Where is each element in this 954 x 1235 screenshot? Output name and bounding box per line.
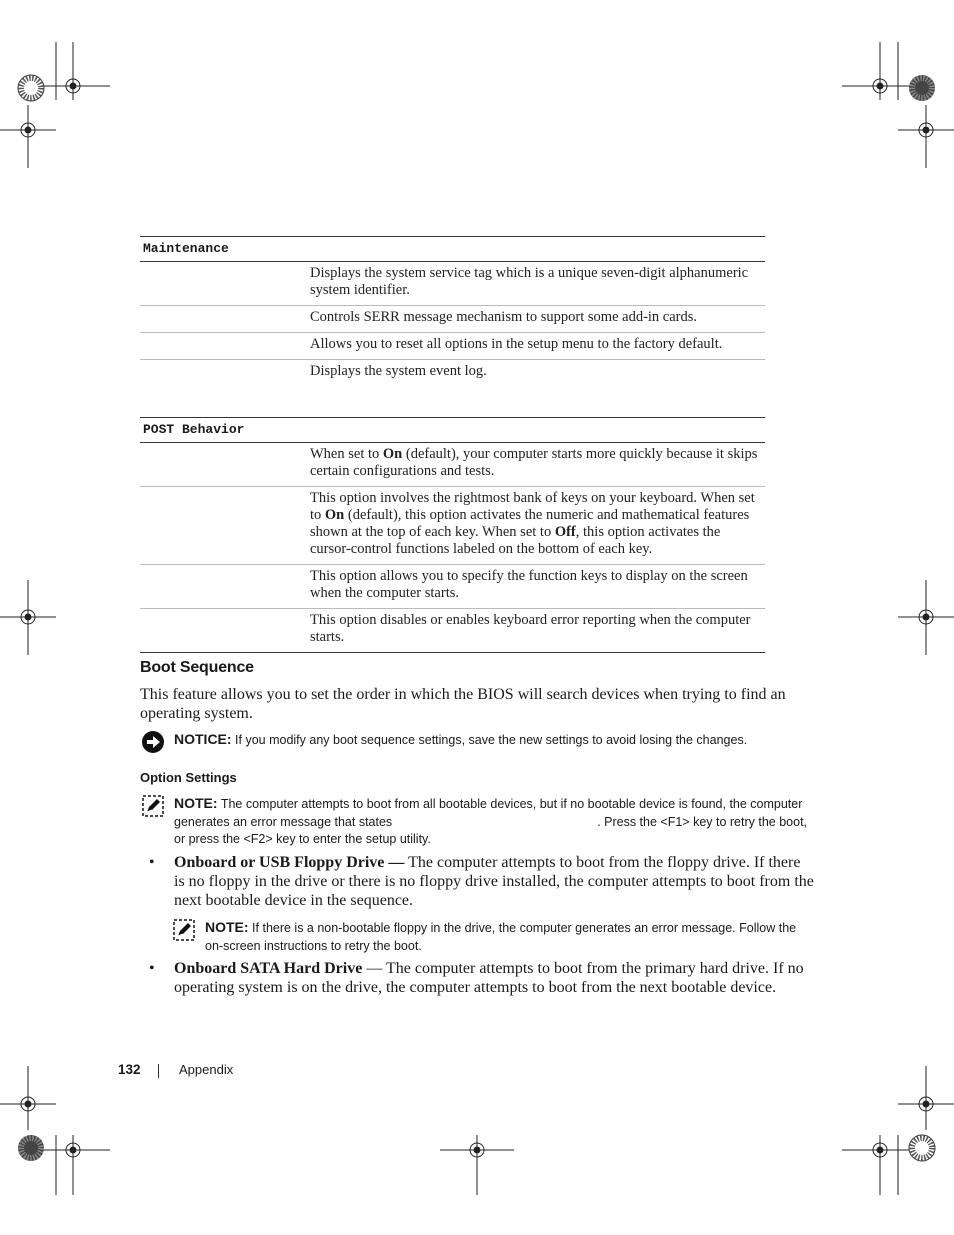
table-row [140, 443, 765, 487]
bullet-icon: • [149, 854, 155, 871]
notice-arrow-icon [141, 730, 165, 760]
table-row [140, 609, 765, 653]
note-pencil-icon [173, 919, 195, 947]
table-cell: When set to On (default), your computer starts more quickly because it skips certain configurations and tests. [310, 446, 758, 479]
page-footer [118, 1062, 234, 1077]
table-cell: This option disables or enables keyboard error reporting when the computer starts. [310, 612, 751, 645]
note-label: NOTE: [174, 795, 218, 811]
maintenance-table [140, 236, 765, 386]
table-header: POST Behavior [140, 418, 765, 443]
table-cell: Controls SERR message mechanism to support some add-in cards. [310, 309, 698, 325]
list-item [149, 959, 814, 997]
notice-label: NOTICE: [174, 731, 232, 747]
section-heading: Boot Sequence [140, 659, 254, 676]
table-row [140, 487, 765, 565]
list-item-term: Onboard or USB Floppy Drive — [174, 854, 405, 871]
note-text: . Press the <F1> key to retry the boot, or press the <F2> key to enter the setup utility. [174, 814, 808, 846]
note-pencil-icon [142, 795, 164, 823]
table-row [140, 360, 765, 386]
table-cell: Displays the system event log. [310, 363, 487, 379]
note-text: The computer attempts to boot from all bootable devices, but if no bootable device is found, the computer generates an error message that states [174, 797, 803, 829]
list-item [149, 853, 814, 910]
post-behavior-table [140, 417, 765, 653]
table-cell: Displays the system service tag which is a unique seven-digit alphanumeric system identifier. [310, 265, 749, 298]
footer-section-name: Appendix [179, 1062, 234, 1077]
table-row [140, 306, 765, 333]
table-row [140, 333, 765, 360]
list-item-text: — The computer attempts to boot from the primary hard drive. If no operating system is on the drive, the computer attempts to boot from the next bootable device. [174, 960, 804, 996]
table-cell: This option allows you to specify the function keys to display on the screen when the computer starts. [310, 568, 748, 601]
section-intro: This feature allows you to set the order in which the BIOS will search devices when trying to find an operating system. [140, 686, 786, 722]
page-number: 132 [118, 1062, 141, 1077]
list-item-term: Onboard SATA Hard Drive [174, 960, 363, 977]
table-cell: This option involves the rightmost bank of keys on your keyboard. When set to On (default), this option activates the numeric and mathematical features shown at the top of each key. When set to Off, this option activates the cursor-control functions labeled on the bottom of each key. [310, 490, 755, 557]
notice-text: If you modify any boot sequence settings, save the new settings to avoid losing the changes. [235, 733, 748, 747]
table-cell: Allows you to reset all options in the setup menu to the factory default. [310, 336, 723, 352]
footer-divider [158, 1064, 159, 1078]
note-label: NOTE: [205, 919, 249, 935]
subheading: Option Settings [140, 770, 237, 785]
bullet-icon: • [149, 960, 155, 977]
list-item-text: The computer attempts to boot from the floppy drive. If there is no floppy in the drive or there is no floppy drive installed, the computer attempts to boot from the next bootable device in the sequence. [174, 854, 814, 909]
note-text: If there is a non-bootable floppy in the drive, the computer generates an error message. Follow the on-screen instructions to retry the boot. [205, 921, 797, 953]
table-header: Maintenance [140, 237, 765, 262]
table-row [140, 565, 765, 609]
table-row [140, 262, 765, 306]
